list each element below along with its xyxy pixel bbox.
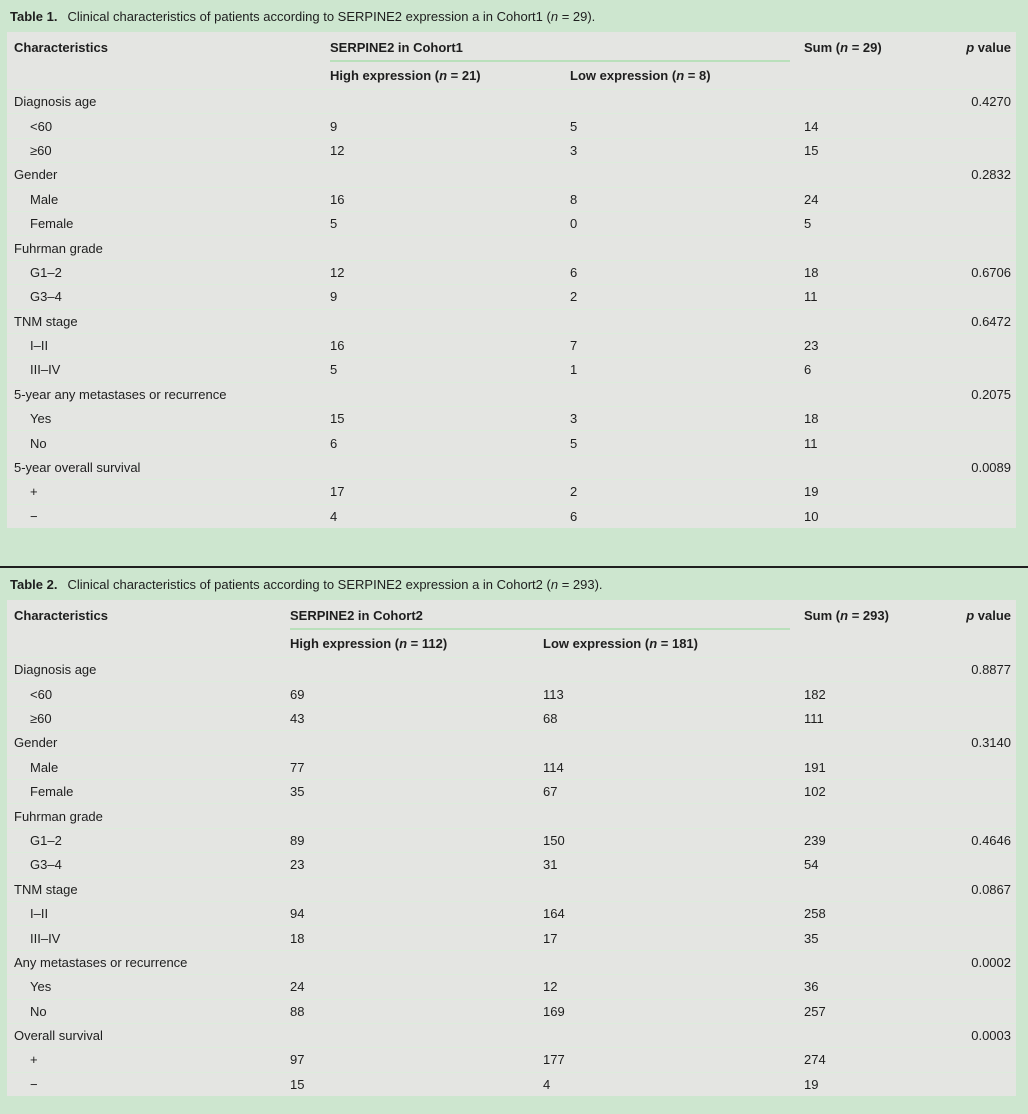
row-label: Fuhrman grade bbox=[14, 240, 103, 256]
row-label: TNM stage bbox=[14, 881, 78, 897]
row-label: + bbox=[30, 484, 38, 500]
cell-low: 150 bbox=[543, 832, 565, 848]
row-label: − bbox=[30, 508, 38, 524]
table-row bbox=[7, 901, 1016, 925]
row-label: <60 bbox=[30, 118, 53, 134]
cell-sum: 11 bbox=[804, 289, 818, 305]
table-row bbox=[7, 877, 1016, 901]
row-label: G1–2 bbox=[30, 264, 62, 280]
cell-low: 8 bbox=[570, 191, 578, 207]
table-row bbox=[7, 779, 1016, 803]
table-row bbox=[7, 333, 1016, 357]
cell-low: 12 bbox=[543, 979, 558, 995]
cell-high: 15 bbox=[330, 411, 345, 427]
cell-low: 5 bbox=[570, 118, 578, 134]
row-label: ≥60 bbox=[30, 711, 52, 726]
cell-high: 43 bbox=[290, 711, 305, 726]
cell-pvalue: 0.4646 bbox=[971, 832, 1011, 848]
table2-col-pvalue: p value bbox=[966, 607, 1011, 623]
row-label: 5-year overall survival bbox=[14, 460, 141, 476]
row-label: TNM stage bbox=[14, 313, 78, 329]
table1 bbox=[7, 32, 1016, 528]
table2 bbox=[7, 600, 1016, 1096]
cell-sum: 18 bbox=[804, 411, 819, 427]
table1-caption-label: Table 1. bbox=[10, 8, 58, 24]
table1-section bbox=[0, 0, 1028, 528]
row-label: <60 bbox=[30, 686, 53, 702]
table-row bbox=[7, 974, 1016, 998]
table1-col-high: High expression (n = 21) bbox=[330, 68, 481, 83]
cell-high: 89 bbox=[290, 832, 305, 848]
table1-col-low: Low expression (n = 8) bbox=[570, 68, 711, 83]
row-label: ≥60 bbox=[30, 142, 52, 158]
row-label: Fuhrman grade bbox=[14, 808, 103, 824]
cell-sum: 239 bbox=[804, 832, 826, 848]
cell-high: 88 bbox=[290, 1003, 305, 1019]
table-row bbox=[7, 999, 1016, 1023]
cell-sum: 191 bbox=[804, 759, 826, 775]
row-label: I–II bbox=[30, 338, 49, 354]
table-row bbox=[7, 1023, 1016, 1047]
table-row bbox=[7, 309, 1016, 333]
table-row bbox=[7, 828, 1016, 852]
cell-high: 5 bbox=[330, 216, 338, 232]
cell-sum: 19 bbox=[804, 484, 819, 500]
cell-pvalue: 0.0002 bbox=[971, 954, 1011, 970]
row-label: I–II bbox=[30, 906, 49, 922]
table1-col-characteristics: Characteristics bbox=[14, 39, 108, 55]
cell-sum: 111 bbox=[804, 711, 824, 726]
cell-low: 4 bbox=[543, 1076, 551, 1092]
row-label: Diagnosis age bbox=[14, 94, 97, 110]
cell-sum: 6 bbox=[804, 362, 812, 378]
row-label: G3–4 bbox=[30, 289, 62, 305]
cell-pvalue: 0.0089 bbox=[971, 460, 1011, 476]
cell-low: 1 bbox=[570, 362, 578, 378]
cell-high: 12 bbox=[330, 264, 345, 280]
table-row bbox=[7, 406, 1016, 430]
cell-low: 67 bbox=[543, 784, 558, 800]
table-row bbox=[7, 430, 1016, 454]
table-row bbox=[7, 138, 1016, 162]
table-row bbox=[7, 681, 1016, 705]
table1-caption bbox=[0, 0, 1028, 32]
cell-high: 23 bbox=[290, 857, 305, 873]
table1-header-row2 bbox=[7, 62, 1016, 89]
cell-high: 69 bbox=[290, 686, 305, 702]
cell-sum: 102 bbox=[804, 784, 826, 800]
cell-low: 113 bbox=[543, 686, 564, 702]
cell-sum: 36 bbox=[804, 979, 819, 995]
table-row bbox=[7, 235, 1016, 259]
cell-sum: 258 bbox=[804, 906, 826, 922]
cell-high: 35 bbox=[290, 784, 305, 800]
row-label: Female bbox=[30, 216, 74, 232]
table2-caption-text: Clinical characteristics of patients according to SERPINE2 expression a in Cohort2 (n = 293). bbox=[67, 576, 603, 592]
table-row bbox=[7, 1072, 1016, 1096]
cell-high: 18 bbox=[290, 930, 305, 946]
cell-sum: 18 bbox=[804, 264, 819, 280]
table-row bbox=[7, 504, 1016, 528]
cell-high: 12 bbox=[330, 142, 345, 158]
cell-high: 94 bbox=[290, 906, 305, 922]
cell-sum: 15 bbox=[804, 142, 819, 158]
table-row bbox=[7, 260, 1016, 284]
cell-low: 3 bbox=[570, 142, 578, 158]
cell-sum: 274 bbox=[804, 1052, 826, 1068]
cell-low: 177 bbox=[543, 1052, 565, 1068]
cell-low: 2 bbox=[570, 289, 578, 305]
table2-col-group bbox=[290, 600, 800, 630]
table2-header-row2 bbox=[7, 630, 1016, 657]
table2-header-row1 bbox=[7, 600, 1016, 630]
table2-section bbox=[0, 568, 1028, 1096]
cell-low: 6 bbox=[570, 264, 578, 280]
cell-pvalue: 0.6706 bbox=[971, 264, 1011, 280]
cell-low: 2 bbox=[570, 484, 578, 500]
table2-col-sum: Sum (n = 293) bbox=[804, 607, 889, 623]
cell-sum: 257 bbox=[804, 1003, 826, 1019]
cell-sum: 24 bbox=[804, 191, 819, 207]
cell-high: 24 bbox=[290, 979, 305, 995]
table1-body bbox=[7, 89, 1016, 528]
row-label: Overall survival bbox=[14, 1028, 103, 1044]
cell-pvalue: 0.6472 bbox=[971, 313, 1011, 329]
cell-pvalue: 0.2832 bbox=[971, 167, 1011, 183]
cell-pvalue: 0.0003 bbox=[971, 1028, 1011, 1044]
row-label: No bbox=[30, 435, 47, 451]
cell-low: 7 bbox=[570, 338, 578, 354]
cell-low: 5 bbox=[570, 435, 578, 451]
row-label: − bbox=[30, 1076, 38, 1092]
cell-high: 17 bbox=[330, 484, 345, 500]
cell-high: 77 bbox=[290, 759, 305, 775]
table1-col-group bbox=[330, 32, 800, 62]
inter-table-gap bbox=[0, 528, 1028, 566]
cell-low: 17 bbox=[543, 930, 558, 946]
cell-sum: 35 bbox=[804, 930, 819, 946]
row-label: Yes bbox=[30, 979, 52, 995]
cell-low: 68 bbox=[543, 711, 558, 726]
table1-col-sum: Sum (n = 29) bbox=[804, 39, 882, 55]
row-label: Yes bbox=[30, 411, 52, 427]
table-row bbox=[7, 925, 1016, 949]
cell-low: 169 bbox=[543, 1003, 565, 1019]
table-row bbox=[7, 89, 1016, 113]
cell-high: 5 bbox=[330, 362, 338, 378]
cell-high: 16 bbox=[330, 338, 345, 354]
cell-sum: 11 bbox=[804, 435, 818, 451]
table2-caption bbox=[0, 568, 1028, 600]
cell-low: 6 bbox=[570, 508, 578, 524]
table2-col-low: Low expression (n = 181) bbox=[543, 636, 698, 652]
table1-header-row1 bbox=[7, 32, 1016, 62]
cell-high: 16 bbox=[330, 191, 345, 207]
cell-high: 9 bbox=[330, 118, 338, 134]
row-label: Gender bbox=[14, 735, 58, 751]
group-rule bbox=[290, 628, 790, 630]
row-label: Diagnosis age bbox=[14, 662, 97, 678]
row-label: + bbox=[30, 1052, 38, 1068]
cell-sum: 19 bbox=[804, 1076, 819, 1092]
cell-sum: 14 bbox=[804, 118, 819, 134]
table-row bbox=[7, 852, 1016, 876]
table-row bbox=[7, 162, 1016, 186]
table2-caption-label: Table 2. bbox=[10, 576, 58, 592]
row-label: Gender bbox=[14, 167, 58, 183]
table2-col-group-label: SERPINE2 in Cohort2 bbox=[290, 607, 423, 623]
cell-pvalue: 0.2075 bbox=[971, 386, 1011, 402]
row-label: No bbox=[30, 1003, 47, 1019]
table-row bbox=[7, 211, 1016, 235]
table1-caption-text: Clinical characteristics of patients according to SERPINE2 expression a in Cohort1 (n = 29). bbox=[67, 8, 596, 24]
cell-sum: 10 bbox=[804, 508, 819, 524]
table-row bbox=[7, 657, 1016, 681]
row-label: III–IV bbox=[30, 930, 61, 946]
row-label: Any metastases or recurrence bbox=[14, 954, 188, 970]
table-row bbox=[7, 730, 1016, 754]
table-row bbox=[7, 706, 1016, 730]
cell-low: 3 bbox=[570, 411, 578, 427]
table2-col-characteristics: Characteristics bbox=[14, 607, 108, 623]
table1-col-pvalue: p value bbox=[966, 39, 1011, 55]
table-row bbox=[7, 455, 1016, 479]
row-label: Male bbox=[30, 759, 59, 775]
table-row bbox=[7, 803, 1016, 827]
cell-high: 6 bbox=[330, 435, 338, 451]
cell-pvalue: 0.0867 bbox=[971, 881, 1011, 897]
table-row bbox=[7, 382, 1016, 406]
cell-sum: 5 bbox=[804, 216, 812, 232]
row-label: III–IV bbox=[30, 362, 61, 378]
cell-high: 9 bbox=[330, 289, 338, 305]
cell-pvalue: 0.8877 bbox=[971, 662, 1011, 678]
cell-pvalue: 0.4270 bbox=[971, 94, 1011, 110]
cell-sum: 54 bbox=[804, 857, 819, 873]
cell-high: 15 bbox=[290, 1076, 305, 1092]
table-row bbox=[7, 1047, 1016, 1071]
group-rule bbox=[330, 60, 790, 62]
row-label: 5-year any metastases or recurrence bbox=[14, 386, 227, 402]
cell-sum: 182 bbox=[804, 686, 826, 702]
cell-low: 114 bbox=[543, 759, 564, 775]
row-label: G1–2 bbox=[30, 832, 62, 848]
cell-pvalue: 0.3140 bbox=[971, 735, 1011, 751]
row-label: G3–4 bbox=[30, 857, 62, 873]
table-row bbox=[7, 950, 1016, 974]
table-row bbox=[7, 187, 1016, 211]
cell-low: 31 bbox=[543, 857, 558, 873]
row-label: Female bbox=[30, 784, 74, 800]
table2-col-high: High expression (n = 112) bbox=[290, 636, 448, 652]
cell-low: 0 bbox=[570, 216, 578, 232]
table-row bbox=[7, 357, 1016, 381]
cell-sum: 23 bbox=[804, 338, 819, 354]
row-label: Male bbox=[30, 191, 59, 207]
table-row bbox=[7, 113, 1016, 137]
table-row bbox=[7, 479, 1016, 503]
cell-high: 97 bbox=[290, 1052, 305, 1068]
table1-col-group-label: SERPINE2 in Cohort1 bbox=[330, 39, 463, 55]
table2-body bbox=[7, 657, 1016, 1096]
table-row bbox=[7, 755, 1016, 779]
cell-low: 164 bbox=[543, 906, 565, 922]
table-row bbox=[7, 284, 1016, 308]
cell-high: 4 bbox=[330, 508, 338, 524]
